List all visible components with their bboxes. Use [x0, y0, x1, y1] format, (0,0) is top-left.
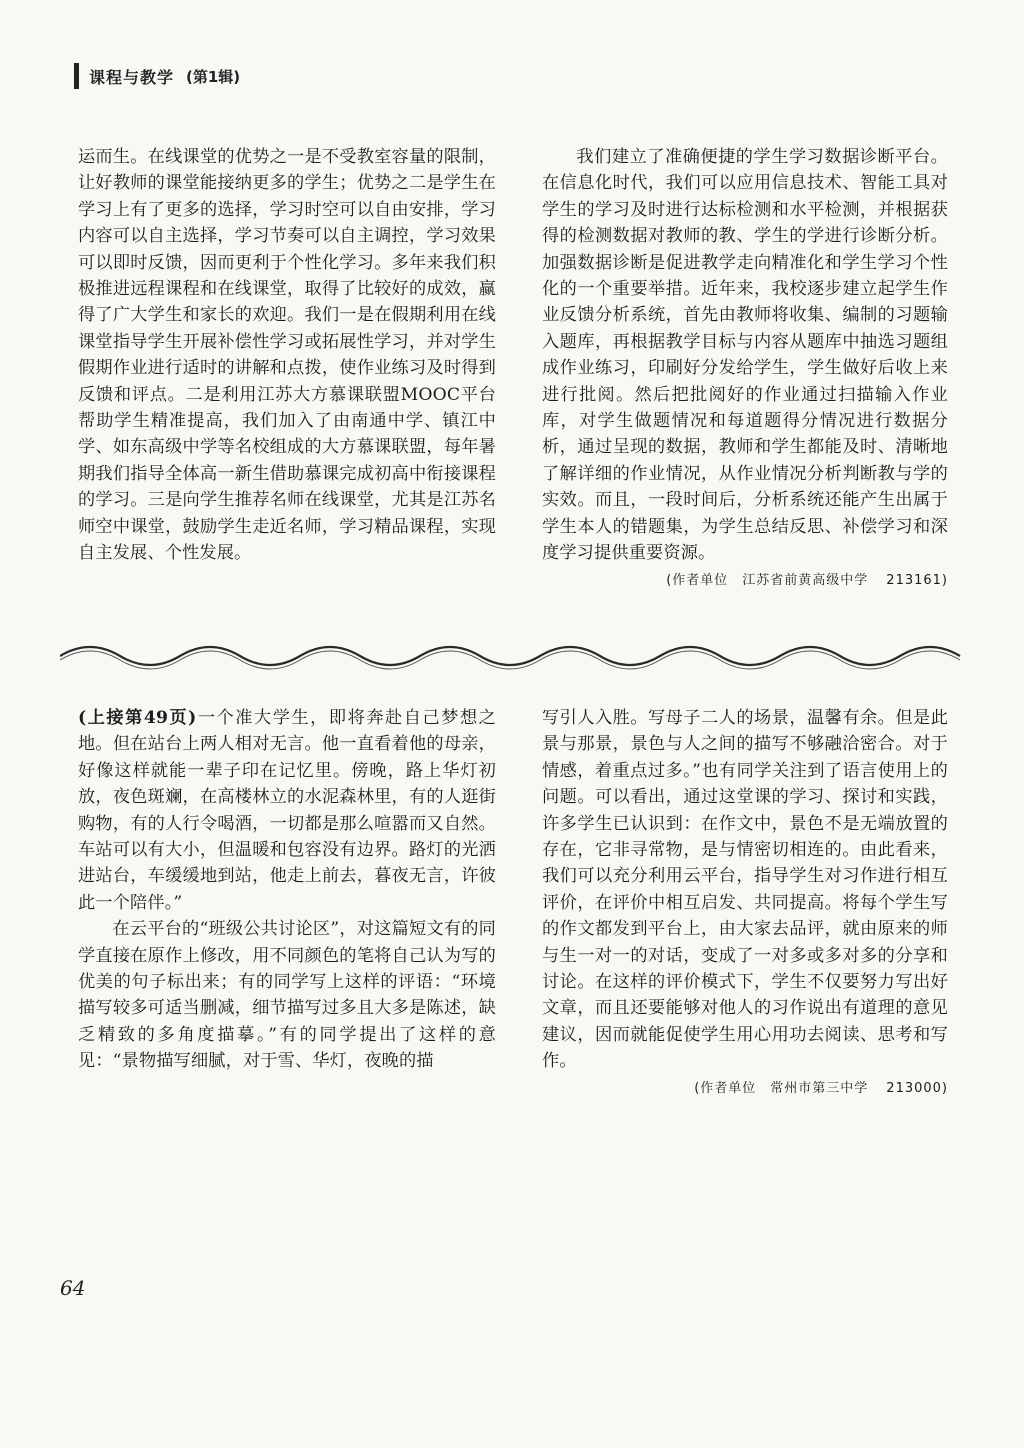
paragraph: 运而生。在线课堂的优势之一是不受教室容量的限制，让好教师的课堂能接纳更多的学生；优势之二是学生在学习上有了更多的选择，学习时空可以自由安排，学习内容可以自主选择，学习节奏可以自主调控，学习效果可以即时反馈，因而更利于个性化学习。多年来我们积极推进远程课程和在线课堂，取得了比较好的成效，赢得了广大学生和家长的欢迎。我们一是在假期利用在线课堂指导学生开展补偿性学习或拓展性学习，并对学生假期作业进行适时的讲解和点拨，使作业练习及时得到反馈和评点。二是利用江苏大方慕课联盟MOOC平台帮助学生精准提高，我们加入了由南通中学、镇江中学、如东高级中学等名校组成的大方慕课联盟，每年暑期我们指导全体高一新生借助慕课完成初高中衔接课程的学习。三是向学生推荐名师在线课堂，尤其是江苏名师空中课堂，鼓励学生走近名师，学习精品课程，实现自主发展、个性发展。 [78, 147, 496, 564]
paragraph [78, 705, 496, 916]
paragraph: 我们建立了准确便捷的学生学习数据诊断平台。在信息化时代，我们可以应用信息技术、智能工具对学生的学习及时进行达标检测和水平检测，并根据获得的检测数据对教师的教、学生的学进行诊断分析。加强数据诊断是促进教学走向精准化和学生学习个性化的一个重要举措。近年来，我校逐步建立起学生作业反馈分析系统，首先由教师将收集、编制的习题输入题库，再根据教学目标与内容从题库中抽选习题组成作业练习，印刷好分发给学生，学生做好后收上来进行批阅。然后把批阅好的作业通过扫描输入作业库，对学生做题情况和每道题得分情况进行数据分析，通过呈现的数据，教师和学生都能及时、清晰地了解详细的作业情况，从作业情况分析判断教与学的实效。而且，一段时间后，分析系统还能产生出属于学生本人的错题集，为学生总结反思、补偿学习和深度学习提供重要资源。 [542, 147, 948, 564]
wavy-divider [60, 636, 970, 676]
issue-number: (第1辑) [186, 67, 241, 86]
paragraph-text: 一个准大学生，即将奔赴自己梦想之地。但在站台上两人相对无言。他一直看着他的母亲，好像这样就能一辈子印在记忆里。傍晚，路上华灯初放，夜色斑斓，在高楼林立的水泥森林里，有的人逛街购物，有的人行令喝酒，一切都是那么喧嚣而又自然。车站可以有大小，但温暖和包容没有边界。路灯的光洒进站台，车缓缓地到站，他走上前去，暮夜无言，许彼此一个陪伴。” [78, 708, 497, 913]
author-byline [542, 1079, 948, 1099]
postcode: 213000) [886, 1080, 948, 1096]
author-affiliation: (作者单位 江苏省前黄高级中学 [666, 572, 869, 588]
journal-title: 课程与教学 [89, 67, 175, 87]
continued-from-reference: (上接第49页) [78, 708, 197, 728]
paragraph: 在云平台的“班级公共讨论区”，对这篇短文有的同学直接在原作上修改，用不同颜色的笔将自己认为写的优美的句子标出来；有的同学写上这样的评语：“环境描写较多可适当删减，细节描写过多且大多是陈述，缺乏精致的多角度描摹。”有的同学提出了这样的意见：“景物描写细腻，对于雪、华灯，夜晚的描 [78, 919, 496, 1072]
top-left-column [78, 144, 496, 567]
bottom-right-column [542, 705, 948, 1099]
paragraph: 写引人入胜。写母子二人的场景，温馨有余。但是此景与那景，景色与人之间的描写不够融洽密合。对于情感，着重点过多。”也有同学关注到了语言使用上的问题。可以看出，通过这堂课的学习、探讨和实践，许多学生已认识到：在作文中，景色不是无端放置的存在，它非寻常物，是与情密切相连的。由此看来，我们可以充分利用云平台，指导学生对习作进行相互评价，在评价中相互启发、共同提高。将每个学生写的作文都发到平台上，由大家去品评，就由原来的师与生一对一的对话，变成了一对多或多对多的分享和讨论。在这样的评价模式下，学生不仅要努力写出好文章，而且还要能够对他人的习作说出有道理的意见建议，因而就能促使学生用心用功去阅读、思考和写作。 [542, 708, 948, 1072]
running-header [74, 62, 240, 90]
author-byline [542, 571, 948, 591]
header-bar [74, 63, 79, 89]
top-right-column [542, 144, 948, 591]
author-affiliation: (作者单位 常州市第三中学 [694, 1080, 869, 1096]
bottom-left-column [78, 705, 496, 1075]
postcode: 213161) [886, 572, 948, 588]
page-number: 64 [60, 1276, 86, 1300]
